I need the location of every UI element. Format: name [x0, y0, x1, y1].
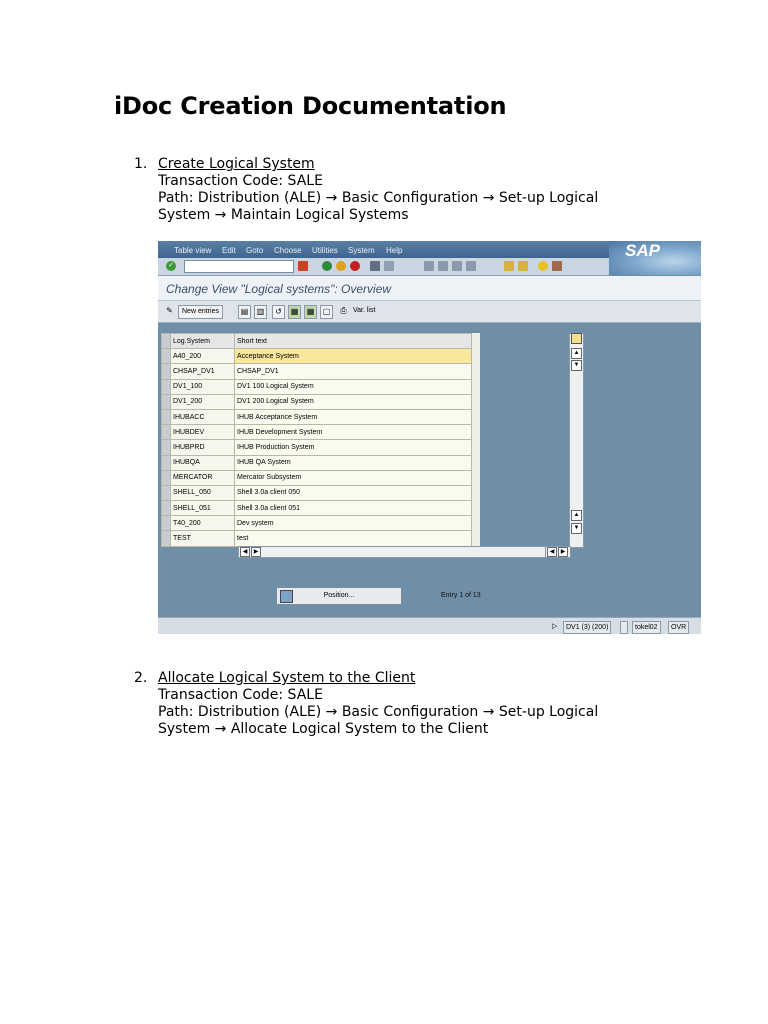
column-header[interactable]: Short text	[235, 334, 472, 349]
row-selector[interactable]	[162, 394, 171, 409]
status-server: tokel02	[632, 621, 661, 634]
deselect-all-icon[interactable]: ▢	[320, 305, 333, 319]
page-icon[interactable]	[424, 261, 434, 271]
short-text-cell[interactable]: DV1 200 Logical System	[235, 394, 472, 409]
table-row[interactable]	[162, 470, 472, 485]
scroll-down-icon[interactable]: ▼	[571, 360, 582, 371]
copy-icon[interactable]: ▤	[238, 305, 251, 319]
step-number: 2.	[134, 670, 148, 686]
session-icon[interactable]	[504, 261, 514, 271]
row-selector[interactable]	[162, 440, 171, 455]
row-selector[interactable]	[162, 470, 171, 485]
row-selector[interactable]	[162, 379, 171, 394]
short-text-cell[interactable]: test	[235, 531, 472, 546]
short-text-cell[interactable]: Acceptance System	[235, 349, 472, 364]
menu-path-line: Path: Distribution (ALE) → Basic Configuration → Set-up Logical	[158, 704, 599, 720]
scroll-left-icon[interactable]: ◀	[547, 547, 557, 557]
log-system-cell[interactable]: DV1_200	[171, 394, 235, 409]
log-system-cell[interactable]: TEST	[171, 531, 235, 546]
short-text-cell[interactable]: Shell 3.0a client 050	[235, 485, 472, 500]
table-row[interactable]	[162, 425, 472, 440]
row-selector[interactable]	[162, 485, 171, 500]
logical-systems-table	[161, 333, 480, 546]
log-system-cell[interactable]: IHUBQA	[171, 455, 235, 470]
short-text-cell[interactable]: IHUB Acceptance System	[235, 409, 472, 424]
print-list-icon[interactable]: ⎙	[340, 306, 347, 315]
log-system-cell[interactable]: A40_200	[171, 349, 235, 364]
undo-icon[interactable]: ↺	[272, 305, 285, 319]
transaction-code: Transaction Code: SALE	[158, 687, 323, 703]
page-icon[interactable]	[452, 261, 462, 271]
find-icon[interactable]	[384, 261, 394, 271]
page-icon[interactable]	[466, 261, 476, 271]
help-icon[interactable]	[538, 261, 548, 271]
cancel-icon[interactable]	[350, 261, 360, 271]
row-selector[interactable]	[162, 531, 171, 546]
table-row[interactable]	[162, 440, 472, 455]
var-list-button[interactable]: Var. list	[353, 307, 376, 314]
page-icon[interactable]	[438, 261, 448, 271]
table-row[interactable]	[162, 516, 472, 531]
application-toolbar	[158, 301, 701, 323]
print-icon[interactable]	[370, 261, 380, 271]
menu-item[interactable]: Choose	[274, 246, 302, 255]
ok-icon[interactable]: ✓	[166, 261, 176, 271]
document-title: iDoc Creation Documentation	[114, 92, 507, 120]
command-field[interactable]	[184, 260, 294, 273]
menu-item[interactable]: Table view	[174, 246, 212, 255]
row-selector[interactable]	[162, 455, 171, 470]
transaction-code: Transaction Code: SALE	[158, 173, 323, 189]
vertical-scrollbar[interactable]	[569, 333, 584, 548]
status-system: DV1 (3) (200)	[563, 621, 611, 634]
table-header-row	[162, 334, 472, 349]
log-system-cell[interactable]: DV1_100	[171, 379, 235, 394]
table-row[interactable]	[162, 501, 472, 516]
select-block-icon[interactable]: ▦	[304, 305, 317, 319]
row-selector[interactable]	[162, 425, 171, 440]
menu-path-line: System → Maintain Logical Systems	[158, 207, 409, 223]
menu-item[interactable]: Help	[386, 246, 403, 255]
table-row[interactable]	[162, 364, 472, 379]
table-row[interactable]	[162, 409, 472, 424]
back-icon[interactable]	[322, 261, 332, 271]
short-text-cell[interactable]: Dev system	[235, 516, 472, 531]
log-system-cell[interactable]: T40_200	[171, 516, 235, 531]
save-icon[interactable]	[298, 261, 308, 271]
sap-window-screenshot	[158, 241, 701, 634]
menu-path-line: System → Allocate Logical System to the Client	[158, 721, 489, 737]
short-text-cell[interactable]: IHUB Development System	[235, 425, 472, 440]
row-selector[interactable]	[162, 501, 171, 516]
scroll-right-icon[interactable]: ▶	[251, 547, 261, 557]
log-system-cell[interactable]: IHUBACC	[171, 409, 235, 424]
shortcut-icon[interactable]	[518, 261, 528, 271]
step-number: 1.	[134, 156, 148, 172]
step-heading: Allocate Logical System to the Client	[158, 670, 416, 686]
short-text-cell[interactable]: IHUB Production System	[235, 440, 472, 455]
log-system-cell[interactable]: MERCATOR	[171, 470, 235, 485]
row-selector[interactable]	[162, 409, 171, 424]
table-row[interactable]	[162, 379, 472, 394]
position-button[interactable]	[276, 587, 402, 605]
table-row[interactable]	[162, 349, 472, 364]
log-system-cell[interactable]: SHELL_050	[171, 485, 235, 500]
row-selector[interactable]	[162, 516, 171, 531]
step-heading: Create Logical System	[158, 156, 315, 172]
log-system-cell[interactable]: CHSAP_DV1	[171, 364, 235, 379]
scroll-left-icon[interactable]: ◀	[240, 547, 250, 557]
horizontal-scrollbar[interactable]	[545, 546, 571, 558]
short-text-cell[interactable]: IHUB QA System	[235, 455, 472, 470]
log-system-cell[interactable]: IHUBDEV	[171, 425, 235, 440]
status-bar	[158, 617, 701, 634]
scroll-right-icon[interactable]: ▶	[558, 547, 568, 557]
position-button-label: Position...	[323, 592, 355, 599]
entry-counter: Entry 1 of 13	[441, 592, 481, 599]
table-row[interactable]	[162, 394, 472, 409]
status-toggle-icon[interactable]: ▷	[552, 623, 558, 630]
status-icon[interactable]	[620, 621, 628, 634]
sap-logo-text: SAP	[625, 241, 660, 260]
table-row[interactable]	[162, 531, 472, 546]
short-text-cell[interactable]: DV1 100 Logical System	[235, 379, 472, 394]
position-icon	[280, 590, 293, 603]
scroll-up-icon[interactable]: ▲	[571, 348, 582, 359]
screen-title-bar	[158, 276, 701, 301]
sap-logo	[609, 241, 701, 275]
menu-item[interactable]: Edit	[222, 246, 236, 255]
row-selector-all[interactable]	[162, 334, 171, 349]
menu-path-line: Path: Distribution (ALE) → Basic Configuration → Set-up Logical	[158, 190, 599, 206]
select-all-icon[interactable]: ▦	[288, 305, 301, 319]
column-header[interactable]: Log.System	[171, 334, 235, 349]
short-text-cell[interactable]: Shell 3.0a client 051	[235, 501, 472, 516]
log-system-cell[interactable]: SHELL_051	[171, 501, 235, 516]
delete-icon[interactable]: ▥	[254, 305, 267, 319]
row-selector[interactable]	[162, 349, 171, 364]
row-selector[interactable]	[162, 364, 171, 379]
horizontal-scrollbar[interactable]	[238, 546, 566, 558]
system-toolbar	[158, 258, 609, 276]
short-text-cell[interactable]: Mercator Subsystem	[235, 470, 472, 485]
new-entries-icon[interactable]: ✎	[166, 306, 173, 315]
status-mode: OVR	[668, 621, 689, 634]
screen-title: Change View "Logical systems": Overview	[166, 282, 392, 296]
menu-item[interactable]: Utilities	[312, 246, 338, 255]
layout-icon[interactable]	[552, 261, 562, 271]
short-text-cell[interactable]: CHSAP_DV1	[235, 364, 472, 379]
menu-item[interactable]: System	[348, 246, 375, 255]
exit-icon[interactable]	[336, 261, 346, 271]
scroll-down-icon[interactable]: ▼	[571, 523, 582, 534]
table-settings-icon[interactable]	[571, 333, 582, 344]
scroll-up-icon[interactable]: ▲	[571, 510, 582, 521]
table-row[interactable]	[162, 455, 472, 470]
table-row[interactable]	[162, 485, 472, 500]
log-system-cell[interactable]: IHUBPRD	[171, 440, 235, 455]
new-entries-button[interactable]: New entries	[178, 305, 223, 319]
menu-item[interactable]: Goto	[246, 246, 264, 255]
